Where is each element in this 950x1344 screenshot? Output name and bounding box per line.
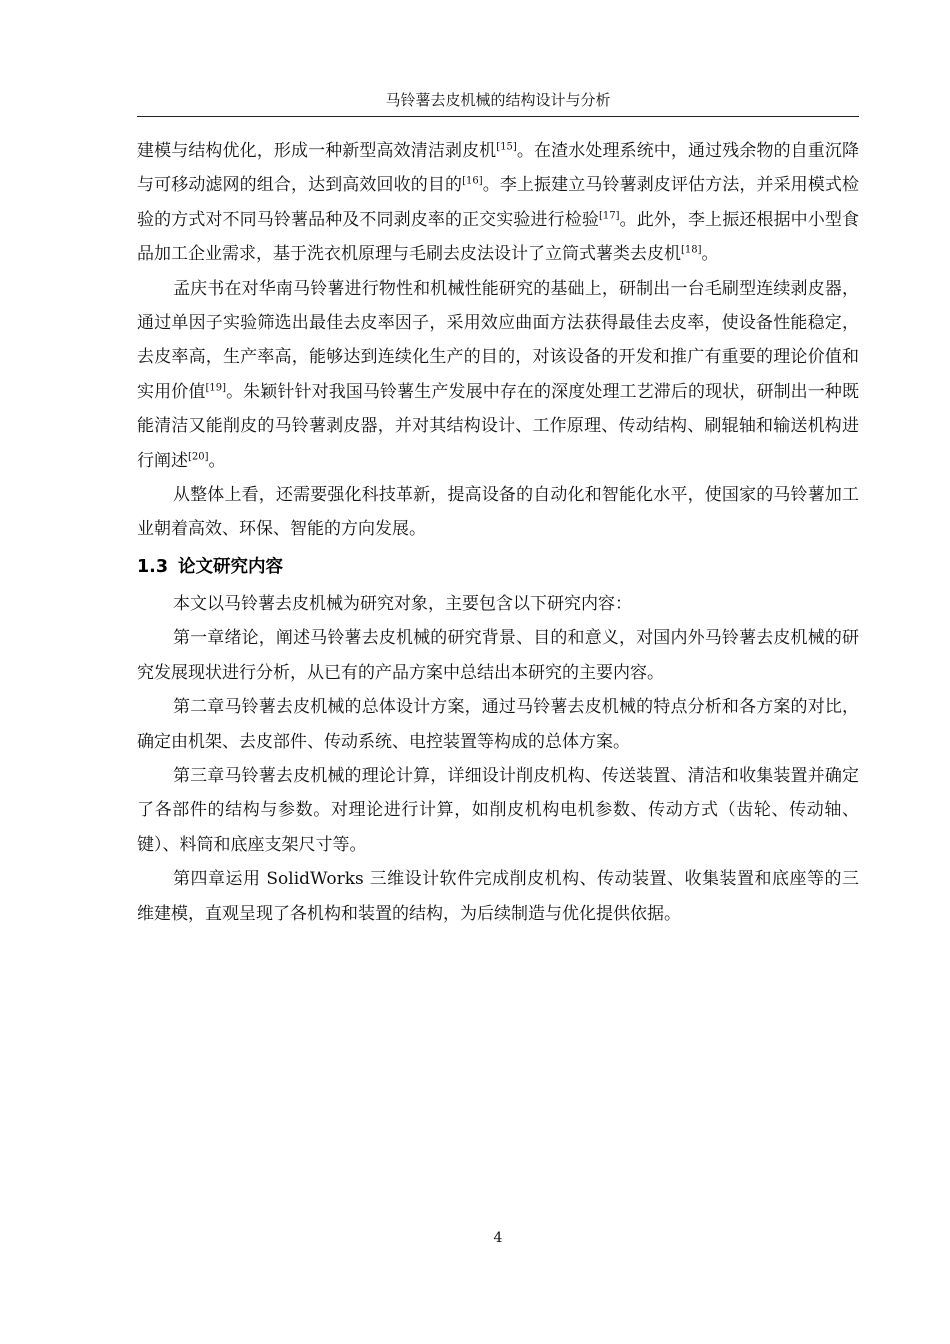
citation: [20] (188, 451, 209, 462)
text-segment: 从整体上看，还需要强化科技革新，提高设备的自动化和智能化水平，使国家的马铃薯加工业朝着高效、环保、智能的方向发展。 (137, 485, 859, 540)
text-segment: 。 (701, 244, 719, 265)
text-segment: 。此外，李上振还根据中小型食品加工企业需求，基于洗衣机原理与毛刷去皮法设计了立筒式薯类去皮机 (137, 209, 860, 265)
section-heading (137, 547, 859, 587)
section-number: 1.3 (137, 556, 169, 577)
citation: [16] (462, 175, 483, 187)
citation: [19] (205, 382, 226, 394)
text-segment: 。朱颖针针对我国马铃薯生产发展中存在的深度处理工艺滞后的现状，研制出一种既能清洁又能削皮的马铃薯剥皮器，并对其结构设计、工作原理、传动结构、刷辊轴和输送机构进行阐述 (137, 381, 859, 471)
paragraph: 第三章马铃薯去皮机械的理论计算，详细设计削皮机构、传送装置、清洁和收集装置并确定了各部件的结构与参数。对理论进行计算，如削皮机构电机参数、传动方式（齿轮、传动轴、键）、料筒和底座支架尺寸等。 (137, 765, 859, 855)
paragraph (137, 478, 859, 547)
citation: [15] (496, 141, 517, 153)
text-segment: 。在渣水处理系统中，通过残余物的自重沉降与可移动滤网的组合，达到高效回收的目的 (137, 141, 860, 196)
paragraph: 第一章绪论，阐述马铃薯去皮机械的研究背景、目的和意义，对国内外马铃薯去皮机械的研究发展现状进行分析，从已有的产品方案中总结出本研究的主要内容。 (137, 628, 859, 683)
page-number: 4 (493, 1230, 503, 1246)
paragraph (137, 134, 859, 272)
paragraph: 本文以马铃薯去皮机械为研究对象，主要包含以下研究内容： (173, 593, 632, 614)
text-segment: 建模与结构优化，形成一种新型高效清洁剥皮机 (137, 141, 497, 161)
body-text (137, 134, 859, 931)
paragraph: 第四章运用 SolidWorks 三维设计软件完成削皮机构、传动装置、收集装置和底座等的三维建模，直观呈现了各机构和装置的结构，为后续制造与优化提供依据。 (137, 869, 859, 924)
paragraph (137, 272, 859, 478)
section-title: 论文研究内容 (178, 556, 284, 577)
text-segment: 孟庆书在对华南马铃薯进行物性和机械性能研究的基础上，研制出一台毛刷型连续剥皮器，通过单因子实验筛选出最佳去皮率因子，采用效应曲面方法获得最佳去皮率，使设备性能稳定，去皮率高，生产率高，能够达到连续化生产的目的，对该设备的开发和推广有重要的理论价值和实用价值 (137, 278, 859, 402)
text-segment: 。李上振建立马铃薯剥皮评估方法，并采用模式检验的方式对不同马铃薯品种及不同剥皮率的正交实验进行检验 (137, 175, 860, 230)
citation: [17] (598, 210, 620, 222)
paragraph: 第二章马铃薯去皮机械的总体设计方案，通过马铃薯去皮机械的特点分析和各方案的对比，确定由机架、去皮部件、传动系统、电控装置等构成的总体方案。 (137, 697, 859, 752)
citation: [18] (681, 244, 702, 256)
running-header: 马铃薯去皮机械的结构设计与分析 (385, 91, 611, 109)
header-rule (137, 116, 859, 117)
text-segment: 。 (208, 450, 226, 471)
